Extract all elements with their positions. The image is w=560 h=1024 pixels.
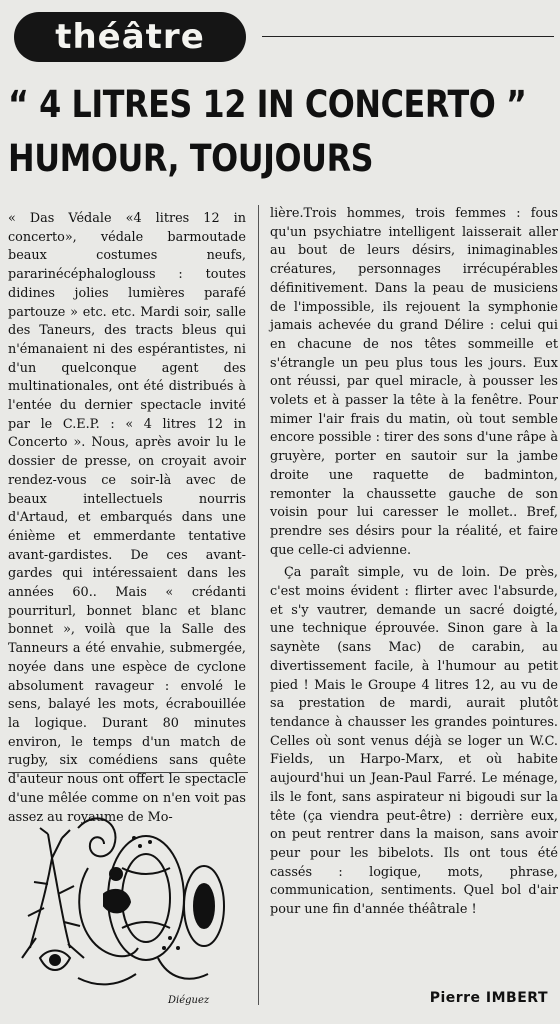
illustration-rule bbox=[8, 772, 248, 773]
article-paragraph: lière.Trois hommes, trois femmes : fous qu'un psychiatre intelligent laisserait aller au bout de leurs désirs, inimaginables créatures, personnages irrécupérables définitivement. Dans la peau de musiciens de l'impossible, ils rejouent la symphonie jamais achevée du grand Délire : celui qui en chacune de nos têtes sommeille et s'étrangle un peu plus tous les jours. Eux ont réussi, par quel miracle, à pousser les volets et à passer la tête à la fenêtre. Pour mimer l'air frais du matin, où tout semble encore possible : tirer des sons d'une râpe à gruyère, porter en sautoir sur la jambe droite une raquette de badminton, remonter la chaussette gauche de son voisin pour lui caresser le mollet.. Bref, prendre ses désirs pour la réalité, et faire que celle-ci advienne. bbox=[270, 206, 558, 558]
abstract-ink-illustration bbox=[18, 798, 238, 1013]
headline-line-2: HUMOUR, TOUJOURS bbox=[8, 137, 374, 180]
article-column-left bbox=[8, 210, 246, 827]
headline bbox=[8, 78, 527, 186]
article-paragraph: « Das Védale «4 litres 12 in concerto», védale barmoutade beaux costumes neufs, pararinécéphaloglouss : toutes didines jolies lumières parafé partouze » etc. etc. Mardi soir, salle des Taneurs, des tracts bleus qui n'émanaient ni des espérantistes, ni d'un quelconque agent des multinationales, ont été distribués à l'entée du dernier spectacle invité par le C.E.P. : « 4 litres 12 in Concerto ». Nous, après avoir lu le dossier de presse, on croyait avoir rendez-vous ce soir-là avec de beaux intellectuels nourris d'Artaud, et embarqués dans une énième et emmerdante tentative avant-gardistes. De ces avant-gardes qui intéressaient dans les années 60.. Mais « crédanti pourriturl, bonnet blanc et blanc bonnet », voilà que la Salle des Tanneurs a été envahie, submergée, noyée dans une espèce de cyclone absolument ravageur : envolé le sens, balayé les mots, écrabouillée la logique. Durant 80 minutes environ, le temps d'un match de rugby, six comédiens sans quête d'auteur nous ont offert le spectacle d'une mêlée comme on n'en voit pas assez au royaume de Mo- bbox=[8, 211, 246, 825]
article-column-right bbox=[270, 205, 558, 920]
author-signature: Pierre IMBERT bbox=[429, 990, 548, 1006]
headline-line-1: “ 4 LITRES 12 IN CONCERTO ” bbox=[8, 83, 527, 126]
rubric-rule bbox=[262, 36, 554, 37]
section-rubric: théâtre bbox=[14, 12, 246, 62]
illustration-artist-signature: Diéguez bbox=[168, 995, 210, 1006]
article-paragraph: Ça paraît simple, vu de loin. De près, c'est moins évident : flirter avec l'absurde, et s'y vautrer, demande un sacré doigté, une technique éprouvée. Sinon gare à la saynète (sans Mac) de carabin, au divertissement facile, à l'humour au petit pied ! Mais le Groupe 4 litres 12, au vu de sa prestation de mardi, aurait plutôt tendance à chausser les grandes pointures. Celles où sont venus déjà se loger un W.C. Fields, un Harpo-Marx, et où habite aujourd'hui un Jean-Paul Farré. Le ménage, ils le font, sans aspirateur ni bigoudi sur la tête (ça viendra peut-être) : derrière eux, on peut rentrer dans la maison, sans avoir peur pour les bibelots. Ils ont tous été cassés : logique, mots, phrase, communication, sentiments. Quel bol d'air pour une fin d'année théâtrale ! bbox=[270, 565, 558, 918]
column-divider bbox=[258, 205, 259, 1005]
